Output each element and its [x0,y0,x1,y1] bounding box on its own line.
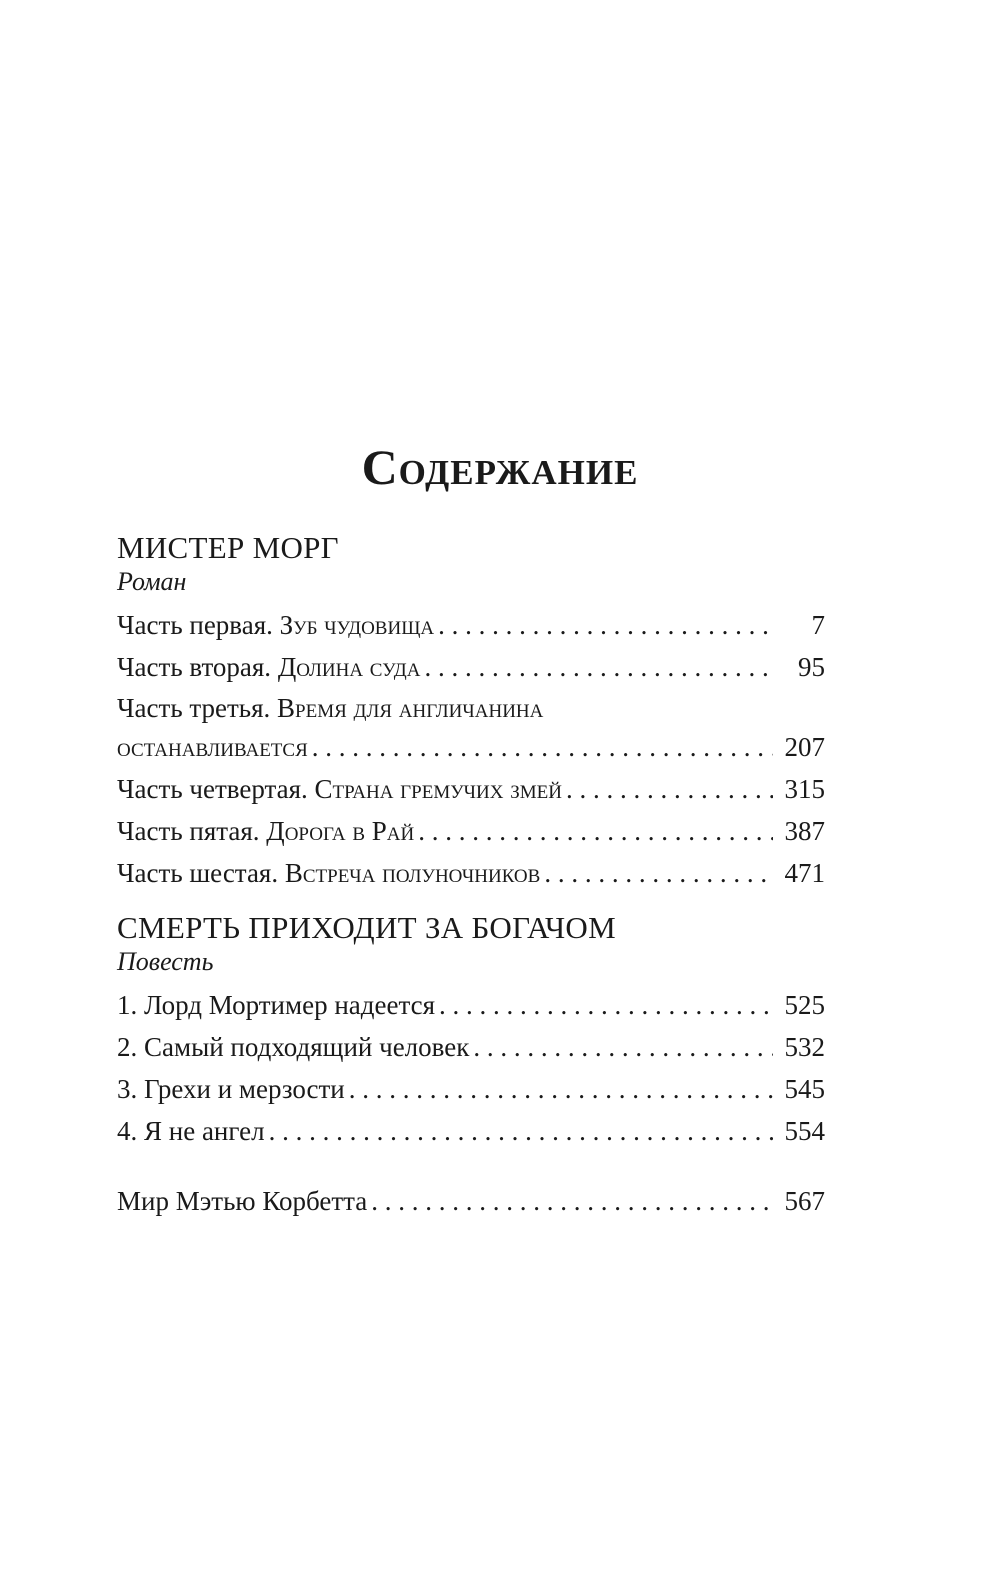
toc-entry[interactable] [117,646,825,688]
dot-leader [473,1026,773,1068]
dot-leader [312,726,773,768]
dot-leader [566,768,773,810]
page-number: 7 [811,610,825,640]
dot-leader [544,852,773,894]
toc-entry[interactable] [117,1110,825,1152]
entry-prefix: Часть первая. [117,610,273,640]
section-heading: МИСТЕР МОРГ [117,530,339,565]
entry-title: Встреча полуночников [284,858,541,888]
toc-entry[interactable] [117,852,825,894]
entry-prefix: Часть четвертая. [117,774,308,804]
entry-prefix: Часть вторая. [117,652,272,682]
dot-leader [439,984,773,1026]
section-subtitle: Повесть [117,947,214,976]
page-number: 387 [784,816,825,846]
page-number: 95 [798,652,825,682]
dot-leader [424,646,773,688]
dot-leader [269,1110,773,1152]
page-number: 532 [784,1032,825,1062]
page-number: 554 [784,1116,825,1146]
toc-entry-final[interactable] [117,1180,825,1222]
toc-entry[interactable] [117,1068,825,1110]
page-number: 471 [784,858,825,888]
toc-entry[interactable] [117,604,825,646]
dot-leader [418,810,773,852]
entry-title: Мир Мэтью Корбетта [117,1186,368,1216]
page-number: 315 [784,774,825,804]
section-mister-morg [117,530,825,894]
section-heading: СМЕРТЬ ПРИХОДИТ ЗА БОГАЧОМ [117,910,616,945]
entry-title: Зуб чудовища [279,610,435,640]
toc-entry[interactable] [117,768,825,810]
section-death-comes-for-rich [117,910,825,1152]
entry-title: Страна гремучих змей [314,774,562,804]
entry-title: Дорога в Рай [266,816,415,846]
page-number: 545 [784,1074,825,1104]
table-of-contents [117,530,825,1222]
section-subtitle: Роман [117,567,187,596]
entry-title: Долина суда [277,652,421,682]
entry-prefix: Часть третья. [117,693,271,723]
entry-title: 1. Лорд Мортимер надеется [117,990,435,1020]
section-spacer [117,1152,825,1180]
entry-prefix: Часть пятая. [117,816,260,846]
entry-title: 3. Грехи и мерзости [117,1074,345,1104]
dot-leader [349,1068,773,1110]
entry-title: 4. Я не ангел [117,1116,265,1146]
toc-entry[interactable] [117,688,825,768]
page-number: 567 [784,1186,825,1216]
page-number: 525 [784,990,825,1020]
page-number: 207 [784,732,825,762]
entry-title: 2. Самый подходящий человек [117,1032,470,1062]
entry-prefix: Часть шестая. [117,858,279,888]
toc-entry[interactable] [117,1026,825,1068]
toc-entry[interactable] [117,810,825,852]
page-title: Содержание [361,438,639,495]
dot-leader [371,1180,773,1222]
entry-title-continued: останавливается [117,732,308,762]
entry-title: Время для англичанина [277,693,544,723]
section-spacer [117,894,825,910]
dot-leader [438,604,773,646]
toc-entry[interactable] [117,984,825,1026]
